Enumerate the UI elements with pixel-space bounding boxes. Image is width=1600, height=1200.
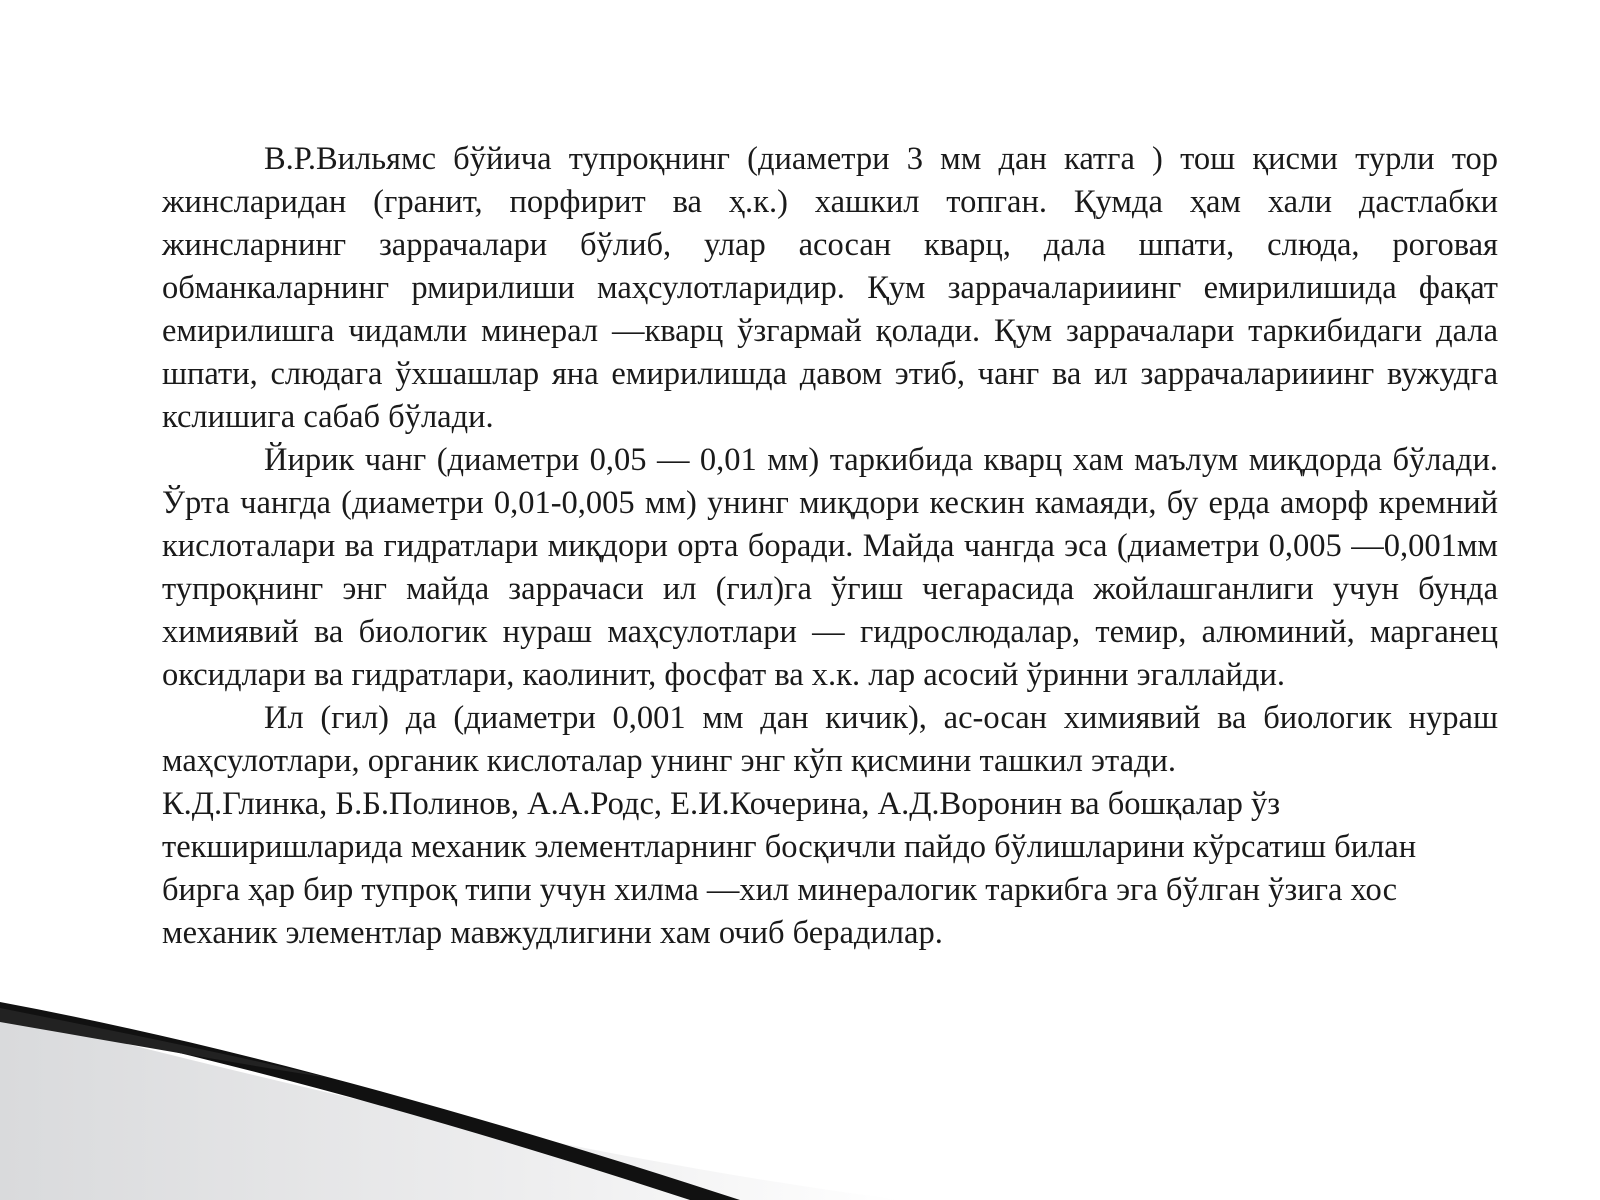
closing-line-1: К.Д.Глинка, Б.Б.Полинов, А.А.Родс, Е.И.Кочерина, А.Д.Воронин ва бошқалар ўз — [162, 786, 1281, 822]
paragraph-2: Йирик чанг (диаметри 0,05 — 0,01 мм) таркибида кварц хам маълум миқдорда бўлади. Ўрта чангда (диаметри 0,01-0,005 мм) унинг миқдори кескин камаяди, бу ерда аморф кремний кислоталари ва гидратлари миқдори орта боради. Майда чангда эса (диаметри 0,005 —0,001мм тупроқнинг энг майда заррачаси ил (гил)га ўгиш чегарасида жойлашганлиги учун бунда химиявий ва биологик нураш маҳсулотлари — гидрослюдалар, темир, алюминий, марганец оксидлари ва гидратлари, каолинит, фосфат ва х.к. лар асосий ўринни эгаллайди. — [162, 442, 1498, 693]
closing-line-2: текширишларида механик элементларнинг босқичли пайдо бўлишларини кўрсатиш билан — [162, 829, 1417, 865]
paragraph-3: Ил (гил) да (диаметри 0,001 мм дан кичик), ас-осан химиявий ва биологик нураш маҳсулотлари, органик кислоталар унинг энг кўп қисмини ташкил этади. — [162, 700, 1498, 779]
closing-line-4: механик элементлар мавжудлигини хам очиб берадилар. — [162, 915, 943, 951]
closing-paragraph — [162, 783, 1498, 955]
body-text — [162, 138, 1498, 955]
paragraph-1: В.Р.Вильямс бўйича тупроқнинг (диаметри 3 мм дан катга ) тош қисми турли тор жинсларидан (гранит, порфирит ва ҳ.к.) хашкил топган. Қумда ҳам хали дастлабки жинсларнинг заррачалари бўлиб, улар асосан кварц, дала шпати, слюда, роговая обманкаларнинг рмирилиши маҳсулотларидир. Қум заррачаларииинг емирилишида фақат емирилишга чидамли минерал —кварц ўзгармай қолади. Қум заррачалари таркибидаги дала шпати, слюдага ўхшашлар яна емирилишда давом этиб, чанг ва ил заррачаларииинг вужудга кслишига сабаб бўлади. — [162, 141, 1498, 435]
closing-line-3: бирга ҳар бир тупроқ типи учун хилма —хил минералогик таркибга эга бўлган ўзига хос — [162, 872, 1398, 908]
